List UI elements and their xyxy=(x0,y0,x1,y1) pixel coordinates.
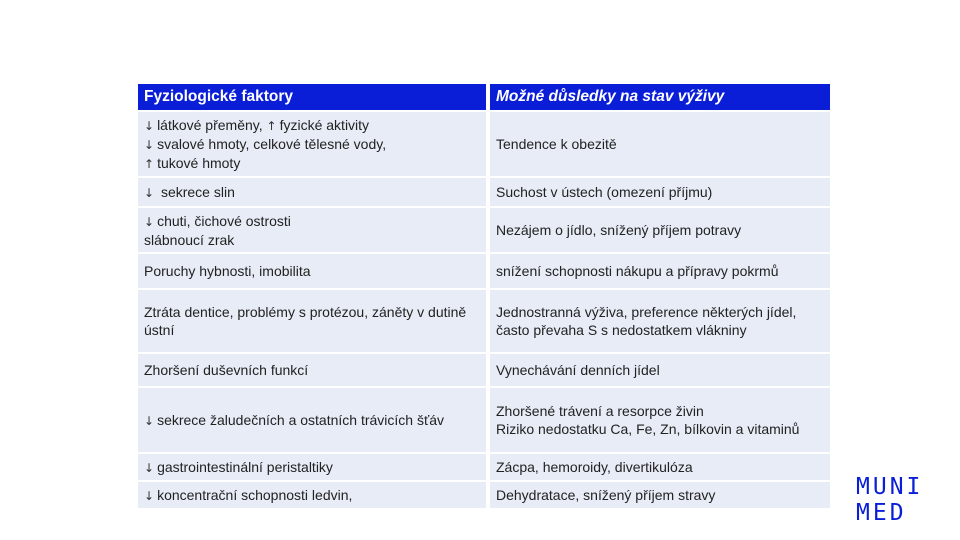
consequence-text: Dehydratace, snížený příjem stravy xyxy=(496,487,716,503)
factor-cell xyxy=(138,112,490,178)
down-arrow-icon: ↓ xyxy=(144,488,155,503)
consequence-cell xyxy=(490,254,830,290)
consequence-cell xyxy=(490,208,830,254)
factor-line xyxy=(144,183,480,202)
table-row xyxy=(138,354,830,388)
factor-line xyxy=(144,361,480,379)
factor-cell xyxy=(138,254,490,290)
factor-cell xyxy=(138,354,490,388)
consequence-cell xyxy=(490,454,830,482)
consequence-text: Tendence k obezitě xyxy=(496,136,617,152)
factor-line xyxy=(144,486,480,505)
factor-cell xyxy=(138,178,490,208)
factor-text: Ztráta dentice, problémy s protézou, záněty v dutině ústní xyxy=(144,304,467,338)
factor-line xyxy=(144,154,480,173)
down-arrow-icon: ↓ xyxy=(144,137,155,152)
factor-cell xyxy=(138,290,490,354)
consequence-cell xyxy=(490,388,830,454)
header-consequences: Možné důsledky na stav výživy xyxy=(490,84,830,112)
table-row xyxy=(138,112,830,178)
header-factors: Fyziologické faktory xyxy=(138,84,490,112)
factor-line xyxy=(144,212,480,231)
consequence-cell xyxy=(490,178,830,208)
factor-cell xyxy=(138,388,490,454)
consequence-cell xyxy=(490,290,830,354)
down-arrow-icon: ↓ xyxy=(144,185,155,200)
factor-text: gastrointestinální peristaltiky xyxy=(157,458,333,475)
consequence-text: Nezájem o jídlo, snížený příjem potravy xyxy=(496,222,742,238)
factor-cell xyxy=(138,482,490,510)
factor-text: svalové hmoty, celkové tělesné vody, xyxy=(157,135,387,152)
factor-cell xyxy=(138,454,490,482)
up-arrow-icon: ↑ xyxy=(266,118,277,133)
factor-text: látkové přeměny, xyxy=(157,116,263,133)
consequence-text: Suchost v ústech (omezení příjmu) xyxy=(496,184,713,200)
table-row xyxy=(138,482,830,510)
consequence-text: Zácpa, hemoroidy, divertikulóza xyxy=(496,459,693,475)
factor-text: fyzické aktivity xyxy=(279,116,370,133)
table-row xyxy=(138,454,830,482)
factor-line xyxy=(144,262,480,280)
table-row xyxy=(138,178,830,208)
down-arrow-icon: ↓ xyxy=(144,413,155,428)
factor-text: sekrece slin xyxy=(157,183,235,200)
down-arrow-icon: ↓ xyxy=(144,214,155,229)
table-row xyxy=(138,388,830,454)
table-row xyxy=(138,290,830,354)
factor-line xyxy=(144,303,480,339)
consequence-cell xyxy=(490,482,830,510)
factor-line xyxy=(144,458,480,477)
table-row xyxy=(138,254,830,290)
factor-line xyxy=(144,411,480,430)
factor-line xyxy=(144,116,480,135)
factors-table xyxy=(138,84,830,510)
factor-line xyxy=(144,231,480,249)
up-arrow-icon: ↑ xyxy=(144,156,155,171)
factor-text: Zhoršení duševních funkcí xyxy=(144,362,309,378)
consequence-cell xyxy=(490,112,830,178)
logo-line-2: MED xyxy=(856,500,907,526)
factor-cell xyxy=(138,208,490,254)
logo-line-1: MUNI xyxy=(856,474,924,500)
consequence-text: snížení schopnosti nákupu a přípravy pokrmů xyxy=(496,263,779,279)
consequence-line: Zhoršené trávení a resorpce živin xyxy=(496,403,704,419)
table-header-row xyxy=(138,84,830,112)
factor-text: slábnoucí zrak xyxy=(144,231,235,248)
table-row xyxy=(138,208,830,254)
factor-text: chuti, čichové ostrosti xyxy=(157,212,291,229)
consequence-cell xyxy=(490,354,830,388)
consequence-text: Vynechávání denních jídel xyxy=(496,362,660,378)
factor-text: Poruchy hybnosti, imobilita xyxy=(144,263,311,279)
consequence-text: Jednostranná výživa, preference některých jídel, často převaha S s nedostatkem vlákniny xyxy=(496,304,797,338)
muni-med-logo xyxy=(856,474,923,526)
factor-text: koncentrační schopnosti ledvin, xyxy=(157,486,353,503)
factor-text: tukové hmoty xyxy=(157,154,241,171)
down-arrow-icon: ↓ xyxy=(144,460,155,475)
down-arrow-icon: ↓ xyxy=(144,118,155,133)
consequence-line: Riziko nedostatku Ca, Fe, Zn, bílkovin a vitaminů xyxy=(496,421,800,437)
factor-line xyxy=(144,135,480,154)
factor-text: sekrece žaludečních a ostatních trávicích šťáv xyxy=(157,411,445,428)
